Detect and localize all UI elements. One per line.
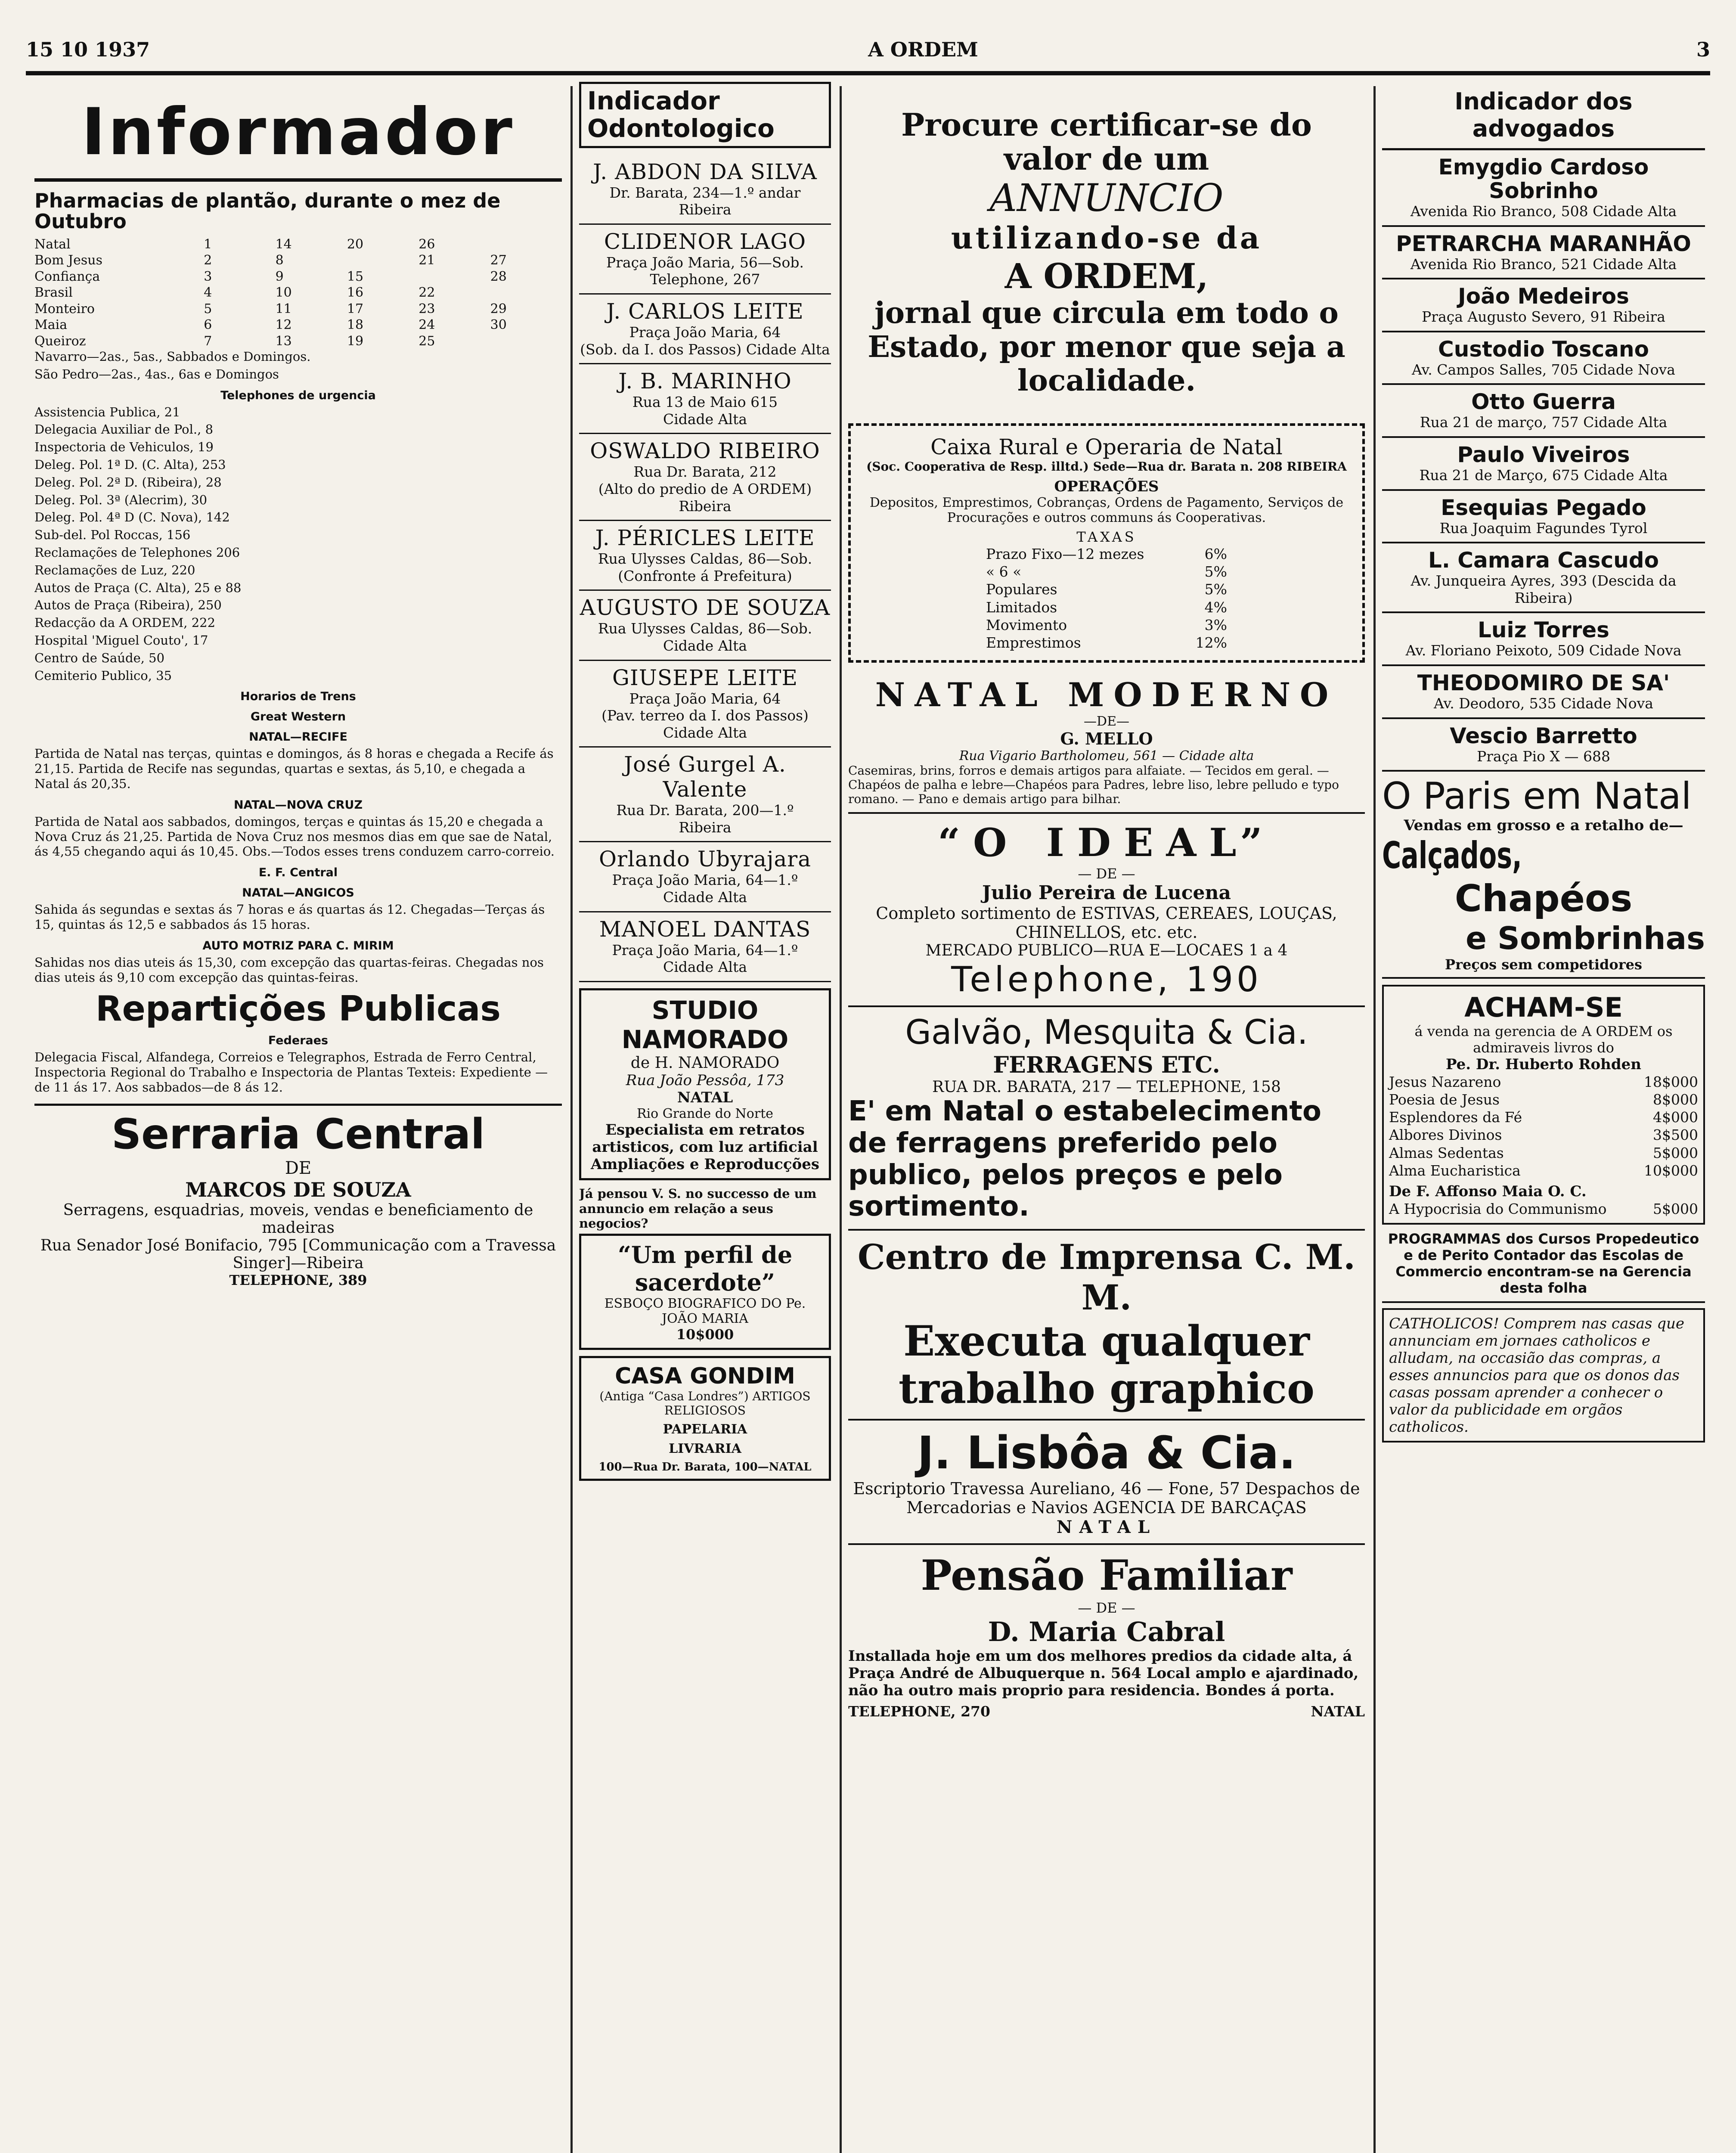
book-title: Alma Eucharistica — [1389, 1162, 1521, 1179]
dentist-locale: (Confronte á Prefeitura) — [618, 567, 792, 584]
dentist-card — [579, 748, 831, 842]
operacoes-title: OPERAÇÕES — [1054, 478, 1159, 495]
lawyer-address: Rua 21 de Março, 675 Cidade Alta — [1419, 466, 1668, 484]
lawyer-name: Otto Guerra — [1471, 389, 1616, 415]
book-price: 10$000 — [1644, 1162, 1698, 1179]
dentist-address: Rua 13 de Maio 615 — [632, 394, 778, 411]
dentist-card — [579, 295, 831, 364]
ideal-telephone: Telephone, 190 — [951, 959, 1262, 1000]
sombrinhas-text: e Sombrinhas — [1466, 920, 1705, 956]
tel-item: Deleg. Pol. 2ª D. (Ribeira), 28 — [34, 475, 222, 490]
galvao-address: RUA DR. BARATA, 217 — TELEPHONE, 158 — [932, 1078, 1281, 1096]
dentist-address: Praça João Maria, 64 — [629, 690, 781, 707]
dentist-name: J. PÉRICLES LEITE — [595, 525, 815, 551]
pensao-ad — [848, 1545, 1365, 1726]
odonto-column — [579, 82, 831, 2153]
ideal-text: Completo sortimento de ESTIVAS, CEREAES, LOUÇAS, CHINELLOS, etc. etc. — [876, 904, 1337, 942]
tel-item: Delegacia Auxiliar de Pol., 8 — [34, 422, 214, 437]
annuncio-ad — [848, 82, 1365, 410]
taxa-label: Emprestimos — [986, 634, 1081, 651]
pharmacy-cell: 4 — [204, 285, 212, 301]
taxa-label: Movimento — [986, 616, 1067, 633]
dentist-address: Rua Ulysses Caldas, 86—Sob. — [598, 620, 812, 637]
dentist-locale: Telephone, 267 — [650, 271, 760, 288]
lawyer-name: Esequias Pegado — [1441, 495, 1646, 520]
pharmacy-cell: 22 — [418, 285, 435, 301]
papelaria-title: PAPELARIA — [663, 1422, 747, 1437]
acham-ad — [1382, 985, 1705, 1225]
column-rule — [1373, 86, 1376, 2153]
pharmacy-cell: 7 — [204, 333, 212, 349]
serraria-text: Serragens, esquadrias, moveis, vendas e beneficiamento de madeiras — [63, 1201, 533, 1237]
pharmacy-cell: Brasil — [34, 285, 73, 301]
tel-item: Deleg. Pol. 3ª (Alecrim), 30 — [34, 492, 208, 507]
livraria-title: LIVRARIA — [669, 1441, 741, 1457]
pharmacy-cell: 16 — [347, 285, 364, 301]
lawyer-address: Av. Deodoro, 535 Cidade Nova — [1434, 695, 1653, 712]
book-row — [1389, 1126, 1698, 1144]
lawyer-card — [1382, 332, 1705, 385]
dentist-name: J. B. MARINHO — [618, 369, 792, 394]
pharmacy-cell: Natal — [34, 236, 71, 252]
studio-city: NATAL — [677, 1089, 733, 1106]
federaes-title: Federaes — [268, 1034, 329, 1048]
serraria-address: Rua Senador José Bonifacio, 795 [Communicação com a Travessa Singer]—Ribeira — [40, 1236, 556, 1272]
column-rule — [840, 86, 842, 2153]
tel-title: Telephones de urgencia — [220, 388, 376, 402]
lawyer-card — [1382, 279, 1705, 332]
tel-item: Redacção da A ORDEM, 222 — [34, 615, 216, 630]
pharmacy-cell: 13 — [275, 333, 292, 349]
dentist-card — [579, 912, 831, 982]
annuncio-paper: A ORDEM, — [1004, 256, 1209, 297]
dentist-address: Rua Dr. Barata, 212 — [633, 463, 777, 481]
centro-ad — [848, 1231, 1365, 1421]
natal-moderno-de: —DE— — [1084, 714, 1129, 729]
studio-ad — [579, 988, 831, 1180]
galvao-ad — [848, 1007, 1365, 1230]
page-header — [26, 30, 1710, 69]
header-page-number: 3 — [1696, 38, 1710, 61]
serraria-telephone: TELEPHONE, 389 — [229, 1272, 367, 1288]
programmas-text: PROGRAMMAS dos Cursos Propedeutico e de Perito Contador das Escolas de Commercio encontram-se na Gerencia desta folha — [1382, 1231, 1705, 1303]
pharmacy-cell: 14 — [275, 236, 292, 252]
pharmacy-table — [34, 236, 562, 350]
advogados-column — [1382, 82, 1705, 2153]
hypocrisia-title: A Hypocrisia do Communismo — [1389, 1201, 1607, 1218]
tel-item: Reclamações de Telephones 206 — [34, 545, 240, 560]
tel-item: Sub-del. Pol Roccas, 156 — [34, 527, 191, 543]
studio-title: STUDIO NAMORADO — [621, 995, 789, 1054]
lawyer-name: L. Camara Cascudo — [1428, 548, 1659, 573]
hypocrisia-price: 5$000 — [1653, 1201, 1698, 1218]
taxa-value: 6% — [1204, 545, 1227, 562]
pharmacy-cell: 26 — [418, 236, 435, 252]
taxa-label: Limitados — [986, 599, 1057, 616]
perfil-ad — [579, 1234, 831, 1350]
lisboa-ad — [848, 1421, 1365, 1545]
gondim-ad — [579, 1356, 831, 1481]
perfil-text: ESBOÇO BIOGRAFICO DO Pe. JOÃO MARIA — [604, 1296, 806, 1327]
trens-title: Horarios de Trens — [240, 690, 356, 704]
dentist-address: Praça João Maria, 64—1.º — [612, 941, 798, 959]
efc-title: E. F. Central — [258, 866, 338, 880]
book-price: 5$000 — [1653, 1144, 1698, 1161]
gw-title: Great Western — [250, 710, 346, 724]
lawyer-card — [1382, 438, 1705, 491]
dentist-locale: Ribeira — [679, 819, 732, 836]
pensao-owner: D. Maria Cabral — [988, 1616, 1225, 1647]
pharmacy-cell: Queiroz — [34, 333, 86, 349]
pharmacy-cell: 27 — [490, 253, 507, 268]
pensao-city: NATAL — [1311, 1703, 1365, 1720]
natal-moderno-ad — [848, 676, 1365, 814]
lawyer-name: Luiz Torres — [1478, 617, 1609, 643]
pharmacy-cell: 21 — [418, 253, 435, 268]
taxa-row — [986, 599, 1227, 616]
pharmacy-cell: 24 — [418, 317, 435, 333]
taxa-row — [986, 545, 1227, 563]
book-title: Esplendores da Fé — [1389, 1109, 1522, 1126]
taxa-value: 5% — [1204, 563, 1227, 580]
pharmacy-cell: 2 — [204, 253, 212, 268]
pharmacy-cell: 1 — [204, 236, 212, 252]
header-rule — [26, 71, 1710, 75]
galvao-sub: FERRAGENS ETC. — [993, 1052, 1220, 1079]
paris-title: O Paris em Natal — [1382, 775, 1692, 818]
dentist-card — [579, 661, 831, 748]
centro-title: Centro de Imprensa C. M. M. — [857, 1236, 1356, 1318]
taxa-value: 5% — [1204, 581, 1227, 598]
nova-cruz-text: Partida de Natal aos sabbados, domingos, terças e quintas ás 15,20 e chegada a Nova Cruz ás 21,25. Partida de Nova Cruz nos mesmos dias em que sae de Natal, ás 4,55 chegando aqui ás 10,45. Obs.—Todos esses trens conduzem carro-correio. — [34, 814, 555, 859]
lawyer-address: Av. Floriano Peixoto, 509 Cidade Nova — [1405, 642, 1682, 659]
dentist-locale: Cidade Alta — [663, 959, 747, 976]
pharmacy-cell: 20 — [347, 236, 364, 252]
lisboa-title: J. Lisbôa & Cia. — [917, 1426, 1296, 1479]
dentist-address: Praça João Maria, 56—Sob. — [606, 254, 804, 271]
column-rule — [570, 86, 573, 2153]
dentist-address: Rua Dr. Barata, 200—1.º — [616, 802, 794, 819]
book-row — [1389, 1108, 1698, 1126]
lawyer-card — [1382, 150, 1705, 227]
book-list — [1389, 1073, 1698, 1180]
annuncio-line5: jornal que circula em todo o Estado, por menor que seja a localidade. — [868, 296, 1345, 398]
taxa-row — [986, 563, 1227, 580]
book-title: Albores Divinos — [1389, 1126, 1502, 1144]
dentist-locale: Cidade Alta — [663, 410, 747, 428]
tel-list — [34, 405, 562, 683]
pharmacy-cell: 9 — [275, 269, 284, 284]
natal-moderno-owner: G. MELLO — [1060, 729, 1153, 749]
studio-text: Especialista em retratos artisticos, com luz artificial Ampliações e Reproducções — [590, 1121, 820, 1173]
ideal-address: MERCADO PUBLICO—RUA E—LOCAES 1 a 4 — [925, 942, 1288, 960]
lawyer-name: THEODOMIRO DE SA' — [1417, 670, 1670, 695]
dentist-address: Praça João Maria, 64 — [629, 323, 781, 341]
studio-address: Rua João Pessôa, 173 — [626, 1071, 784, 1089]
centro-text: Executa qualquer trabalho graphico — [899, 1316, 1314, 1413]
lawyer-address: Praça Augusto Severo, 91 Ribeira — [1422, 308, 1665, 326]
lawyer-name: Emygdio Cardoso Sobrinho — [1438, 155, 1649, 203]
galvao-title: Galvão, Mesquita & Cia. — [905, 1013, 1308, 1052]
dentist-name: MANOEL DANTAS — [599, 916, 811, 942]
calcados-text: Calçados, — [1382, 834, 1522, 877]
ideal-title: “O IDEAL” — [938, 820, 1275, 866]
dentist-name: J. ABDON DA SILVA — [593, 159, 817, 184]
book-row — [1389, 1073, 1698, 1091]
lawyer-address: Rua 21 de março, 757 Cidade Alta — [1420, 414, 1668, 431]
book-row — [1389, 1162, 1698, 1179]
lisboa-city: NATAL — [1056, 1517, 1157, 1537]
tel-item: Centro de Saúde, 50 — [34, 650, 165, 665]
dentist-locale: (Alto do predio de A ORDEM) Ribeira — [598, 480, 812, 515]
pharmacy-cell — [418, 269, 490, 285]
dentist-locale: (Pav. terreo da I. dos Passos) Cidade Alta — [601, 707, 809, 741]
pharmacy-cell: 3 — [204, 269, 212, 284]
taxa-row — [986, 580, 1227, 598]
rohden-name: Pe. Dr. Huberto Rohden — [1445, 1055, 1642, 1073]
trens-text: Partida de Natal nas terças, quintas e domingos, ás 8 horas e chegada a Recife ás 21,15. Partida de Recife nas segundas, quartas e sextas, ás 5,10, e chegada a Natal ás 20,35. — [34, 746, 554, 791]
tel-item: Inspectoria de Vehiculos, 19 — [34, 440, 214, 455]
pharmacy-cell: 15 — [347, 269, 364, 284]
lisboa-text: Escriptorio Travessa Aureliano, 46 — Fone, 57 Despachos de Mercadorias e Navios AGENCIA DE BARCAÇAS — [853, 1479, 1360, 1517]
lawyer-card — [1382, 719, 1705, 772]
pharmacy-title: Pharmacias de plantão, durante o mez de Outubro — [34, 189, 501, 233]
dentist-card — [579, 225, 831, 295]
pharmacy-cell: Confiança — [34, 269, 100, 284]
dentist-name: Orlando Ubyrajara — [598, 847, 812, 872]
studio-state: Rio Grande do Norte — [636, 1106, 774, 1121]
header-paper-name: A ORDEM — [868, 38, 978, 61]
book-price: 18$000 — [1644, 1073, 1698, 1090]
lawyer-address: Avenida Rio Branco, 508 Cidade Alta — [1410, 203, 1677, 220]
acham-text: á venda na gerencia de A ORDEM os admiraveis livros do — [1414, 1023, 1673, 1056]
dentist-card — [579, 155, 831, 225]
perfil-price: 10$000 — [676, 1326, 734, 1343]
dentist-card — [579, 434, 831, 521]
gondim-address: 100—Rua Dr. Barata, 100—NATAL — [598, 1461, 812, 1474]
book-price: 4$000 — [1653, 1109, 1698, 1126]
lawyer-card — [1382, 491, 1705, 544]
paris-sub: Vendas em grosso e a retalho de— — [1404, 816, 1683, 834]
taxa-value: 3% — [1204, 616, 1227, 633]
tel-item: Reclamações de Luz, 220 — [34, 562, 195, 577]
annuncio-line1: Procure certificar-se do valor de um — [901, 106, 1312, 177]
taxa-row — [986, 634, 1227, 651]
pharmacy-cell — [490, 285, 562, 301]
taxa-label: Populares — [986, 581, 1057, 598]
pharmacy-cell — [347, 252, 418, 269]
taxas-table — [986, 545, 1227, 652]
pharmacy-cell: 8 — [275, 253, 284, 268]
dentist-locale: (Sob. da I. dos Passos) Cidade Alta — [580, 341, 830, 358]
pharmacy-cell: 18 — [347, 317, 364, 333]
gondim-sub: (Antiga “Casa Londres”) ARTIGOS RELIGIOSOS — [599, 1389, 811, 1418]
header-date: 15 10 1937 — [26, 38, 150, 61]
book-price: 8$000 — [1653, 1091, 1698, 1108]
natal-moderno-text: Casemiras, brins, forros e demais artigos para alfaiate. — Tecidos em geral. — Chapéos de palha e lebre—Chapéos para Padres, lebre liso, lebre pelludo e typo romano. — Pano e demais artigo para bilhar. — [848, 763, 1339, 807]
advogados-title: Indicador dos advogados — [1382, 82, 1705, 150]
navarro-text: Navarro—2as., 5as., Sabbados e Domingos. — [34, 349, 311, 364]
pharmacy-cell: 29 — [490, 301, 507, 316]
lawyer-name: Vescio Barretto — [1450, 723, 1637, 748]
pharmacy-cell: 30 — [490, 317, 507, 333]
dentist-name: OSWALDO RIBEIRO — [590, 438, 820, 464]
lawyer-card — [1382, 613, 1705, 666]
pharmacy-cell: 25 — [418, 333, 435, 349]
dentist-name: GIUSEPE LEITE — [612, 665, 798, 690]
book-row — [1389, 1091, 1698, 1108]
dentist-locale: Cidade Alta — [663, 637, 747, 654]
maia-name: De F. Affonso Maia O. C. — [1389, 1183, 1587, 1201]
precos-text: Preços sem competidores — [1445, 956, 1642, 973]
pharmacy-cell: 28 — [490, 269, 507, 284]
lawyer-list — [1382, 150, 1705, 772]
pharmacy-cell: 19 — [347, 333, 364, 349]
ideal-de: — DE — — [1078, 866, 1135, 882]
tel-item: Deleg. Pol. 1ª D. (C. Alta), 253 — [34, 457, 226, 472]
pharmacy-cell: Maia — [34, 317, 68, 333]
dentist-name: CLIDENOR LAGO — [604, 229, 806, 254]
taxa-label: Prazo Fixo—12 mezes — [986, 545, 1144, 562]
reparticoes-title: Repartições Publicas — [95, 989, 501, 1029]
pharmacy-cell: 5 — [204, 301, 212, 316]
perfil-title: “Um perfil de sacerdote” — [617, 1241, 793, 1297]
caixa-title: Caixa Rural e Operaria de Natal — [930, 434, 1283, 459]
lawyer-address: Rua Joaquim Fagundes Tyrol — [1439, 519, 1648, 537]
chapeos-text: Chapéos — [1454, 877, 1633, 920]
caixa-ad — [848, 423, 1365, 663]
pensao-title: Pensão Familiar — [921, 1551, 1293, 1600]
pharmacy-cell — [490, 333, 562, 350]
lawyer-name: PETRARCHA MARANHÃO — [1396, 231, 1691, 256]
serraria-title: Serraria Central — [112, 1110, 485, 1158]
auto-motriz-text: Sahidas nos dias uteis ás 15,30, com excepção das quartas-feiras. Chegadas nos dias uteis ás 9,10 com excepção das quintas-feiras. — [34, 955, 544, 985]
pensao-telephone: TELEPHONE, 270 — [848, 1703, 990, 1720]
pensao-text: Installada hoje em um dos melhores predios da cidade alta, á Praça André de Albuquerque n. 564 Local amplo e ajardinado, não ha outro mais proprio para residencia. Bondes á porta. — [848, 1647, 1359, 1699]
pharmacy-cell: 11 — [275, 301, 292, 316]
caixa-sub: (Soc. Cooperativa de Resp. illtd.) Sede—Rua dr. Barata n. 208 RIBEIRA — [866, 459, 1347, 474]
pharmacy-cell — [490, 236, 562, 253]
tel-item: Assistencia Publica, 21 — [34, 404, 180, 419]
dentist-locale: Ribeira — [679, 201, 732, 218]
dentist-locale: Cidade Alta — [663, 889, 747, 906]
tel-item: Hospital 'Miguel Couto', 17 — [34, 633, 208, 648]
pharmacy-cell: 23 — [418, 301, 435, 316]
lawyer-address: Praça Pio X — 688 — [1477, 748, 1610, 765]
dentist-card — [579, 521, 831, 591]
dentist-name: José Gurgel A. Valente — [624, 752, 786, 802]
serraria-de: DE — [285, 1158, 312, 1178]
dentist-address: Dr. Barata, 234—1.º andar — [609, 184, 801, 201]
tel-item: Deleg. Pol. 4ª D (C. Nova), 142 — [34, 510, 230, 525]
taxa-value: 4% — [1204, 599, 1227, 616]
dentist-address: Praça João Maria, 64—1.º — [612, 872, 798, 889]
pensao-de: — DE — — [1078, 1599, 1135, 1616]
lawyer-address: Av. Junqueira Ayres, 393 (Descida da Ribeira) — [1410, 572, 1677, 606]
pharmacy-cell: 10 — [275, 285, 292, 301]
lawyer-card — [1382, 666, 1705, 719]
dentist-name: J. CARLOS LEITE — [606, 298, 804, 324]
lawyer-address: Avenida Rio Branco, 521 Cidade Alta — [1410, 255, 1677, 273]
lawyer-name: João Medeiros — [1458, 284, 1629, 309]
dentist-card — [579, 842, 831, 912]
tel-item: Autos de Praça (C. Alta), 25 e 88 — [34, 580, 242, 595]
book-title: Poesia de Jesus — [1389, 1091, 1500, 1108]
natal-recife-title: NATAL—RECIFE — [249, 730, 347, 744]
dentist-address: Rua Ulysses Caldas, 86—Sob. — [598, 550, 812, 568]
angicos-title: NATAL—ANGICOS — [242, 886, 354, 900]
angicos-text: Sahida ás segundas e sextas ás 7 horas e ás quartas ás 12. Chegadas—Terças ás 15, quintas ás 12,5 e sabbados ás 15 horas. — [34, 902, 545, 932]
operacoes-text: Depositos, Emprestimos, Cobranças, Ordens de Pagamento, Serviços de Procurações e outros communs ás Cooperativas. — [869, 495, 1344, 525]
nova-cruz-title: NATAL—NOVA CRUZ — [233, 798, 363, 812]
dentist-card — [579, 591, 831, 661]
sao-pedro-text: São Pedro—2as., 4as., 6as e Domingos — [34, 366, 279, 382]
studio-owner: de H. NAMORADO — [630, 1054, 780, 1072]
informador-column — [34, 82, 562, 2153]
book-price: 3$500 — [1653, 1126, 1698, 1144]
lawyer-card — [1382, 227, 1705, 280]
taxa-label: « 6 « — [986, 563, 1022, 580]
perfil-question: Já pensou V. S. no successo de um annuncio em relação a seus negocios? — [579, 1186, 817, 1231]
annuncio-line3: utilizando-se da — [951, 220, 1262, 256]
dentist-name: AUGUSTO DE SOUZA — [580, 595, 831, 620]
taxa-row — [986, 616, 1227, 634]
gondim-title: CASA GONDIM — [615, 1363, 795, 1390]
auto-motriz-title: AUTO MOTRIZ PARA C. MIRIM — [202, 939, 394, 952]
natal-moderno-address: Rua Vigario Bartholomeu, 561 — Cidade alta — [959, 748, 1254, 764]
tel-item: Cemiterio Publico, 35 — [34, 668, 172, 683]
ideal-owner: Julio Pereira de Lucena — [982, 882, 1231, 904]
lawyer-card — [1382, 543, 1705, 613]
lawyer-card — [1382, 385, 1705, 438]
book-title: Jesus Nazareno — [1389, 1073, 1501, 1090]
book-row — [1389, 1144, 1698, 1162]
taxas-title: TAXAS — [1076, 528, 1137, 545]
odonto-title: Indicador Odontologico — [579, 82, 831, 148]
paris-ad — [1382, 772, 1705, 979]
federaes-text: Delegacia Fiscal, Alfandega, Correios e Telegraphos, Estrada de Ferro Central, Inspectoria Regional do Trabalho e Inspectoria de Plantas Texteis: Expediente — de 11 ás 17. Aos sabbados—de 8 ás 12. — [34, 1050, 548, 1095]
book-title: Almas Sedentas — [1389, 1144, 1504, 1161]
pharmacy-cell: Monteiro — [34, 301, 95, 316]
tel-item: Autos de Praça (Ribeira), 250 — [34, 598, 222, 613]
center-column — [848, 82, 1365, 2153]
catholicos-text: CATHOLICOS! Comprem nas casas que annunciam em jornaes catholicos e alludam, na occasião das compras, a esses annuncios para que os donos das casas possam aprender a conhecer o valor da publicidade em orgãos catholicos. — [1382, 1308, 1705, 1443]
ideal-ad — [848, 814, 1365, 1007]
lawyer-name: Custodio Toscano — [1438, 336, 1649, 362]
dentist-card — [579, 364, 831, 434]
galvao-text: E' em Natal o estabelecimento de ferragens preferido pelo publico, pelos preços e pelo sortimento. — [848, 1095, 1321, 1223]
pharmacy-cell: 17 — [347, 301, 364, 316]
dentist-list — [579, 155, 831, 982]
serraria-owner: MARCOS DE SOUZA — [185, 1178, 411, 1201]
pharmacy-cell: 12 — [275, 317, 292, 333]
acham-title: ACHAM-SE — [1464, 991, 1623, 1023]
pharmacy-cell: Bom Jesus — [34, 253, 102, 268]
natal-moderno-title: NATAL MODERNO — [875, 676, 1338, 714]
lawyer-name: Paulo Viveiros — [1457, 442, 1630, 467]
informador-title: Informador — [34, 82, 562, 182]
lawyer-address: Av. Campos Salles, 705 Cidade Nova — [1412, 361, 1675, 378]
pharmacy-cell: 6 — [204, 317, 212, 333]
serraria-ad — [34, 1104, 562, 1288]
taxa-value: 12% — [1195, 634, 1227, 651]
annuncio-word: ANNUNCIO — [989, 176, 1224, 220]
